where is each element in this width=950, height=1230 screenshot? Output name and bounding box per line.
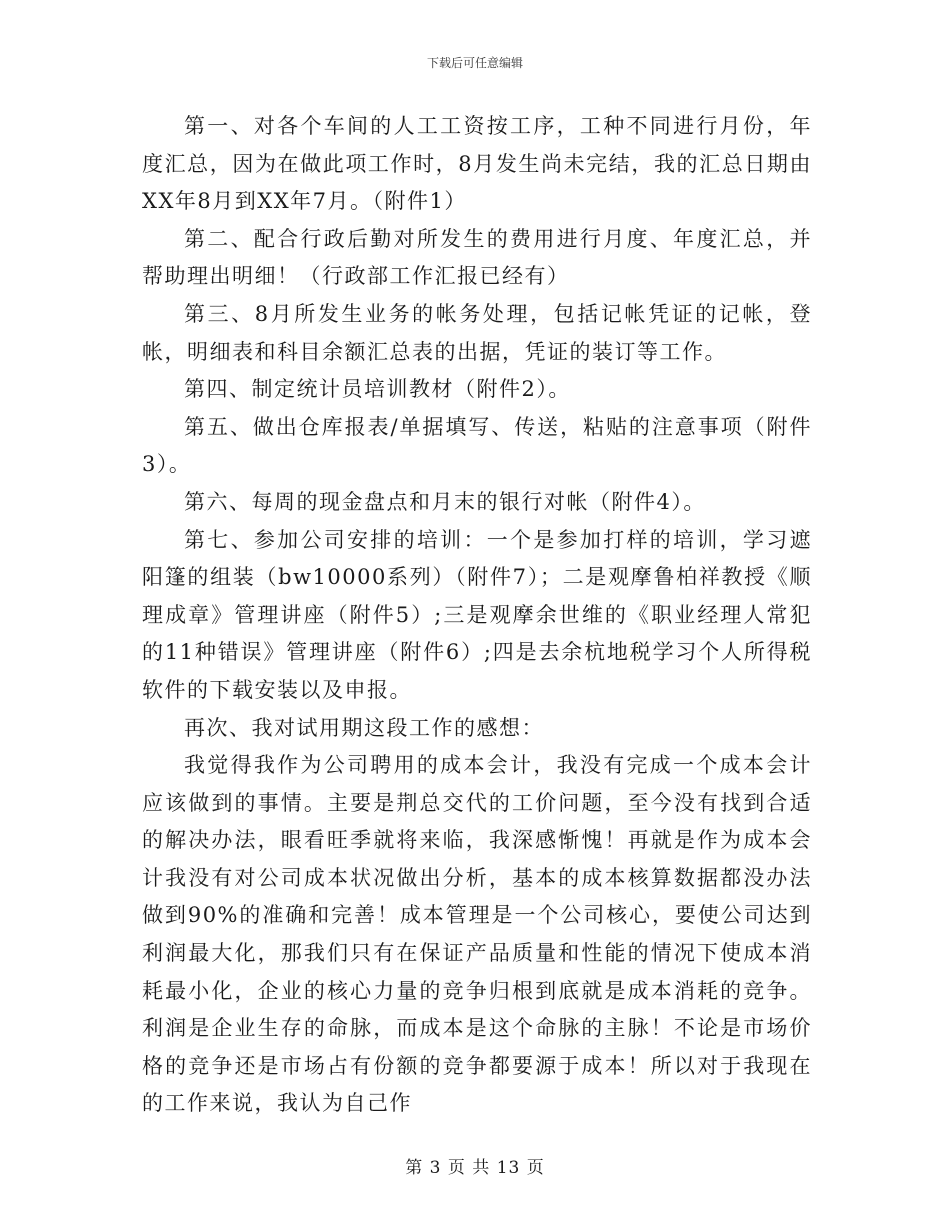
paragraph-7: 第七、参加公司安排的培训：一个是参加打样的培训，学习遮阳篷的组装（bw10000系列）（附件7）；二是观摩鲁柏祥教授《顺理成章》管理讲座（附件5）;三是观摩余世维的《职业经理人常犯的11种错误》管理讲座（附件6）;四是去余杭地税学习个人所得税软件的下载安装以及申报。 [142,527,812,702]
paragraph-4: 第四、制定统计员培训教材（附件2）。 [184,377,571,402]
document-body [142,108,812,1123]
paragraph-6: 第六、每周的现金盘点和月末的银行对帐（附件4）。 [184,489,706,514]
paragraph-8: 再次、我对试用期这段工作的感想： [184,715,544,740]
paragraph-9: 我觉得我作为公司聘用的成本会计，我没有完成一个成本会计应该做到的事情。主要是荆总交代的工价问题，至今没有找到合适的解决办法，眼看旺季就将来临，我深感惭愧！再就是作为成本会计我没有对公司成本状况做出分析，基本的成本核算数据都没办法做到90%的准确和完善！成本管理是一个公司核心，要使公司达到利润最大化，那我们只有在保证产品质量和性能的情况下使成本消耗最小化，企业的核心力量的竞争归根到底就是成本消耗的竞争。利润是企业生存的命脉，而成本是这个命脉的主脉！不论是市场价格的竞争还是市场占有份额的竞争都要源于成本！所以对于我现在的工作来说，我认为自己作 [142,753,812,1116]
paragraph-1: 第一、对各个车间的人工工资按工序，工种不同进行月份，年度汇总，因为在做此项工作时，8月发生尚未完结，我的汇总日期由XX年8月到XX年7月。（附件1） [142,114,812,214]
page-header: 下载后可任意编辑 [426,56,523,70]
paragraph-5: 第五、做出仓库报表/单据填写、传送，粘贴的注意事项（附件3）。 [142,414,812,477]
paragraph-3: 第三、8月所发生业务的帐务处理，包括记帐凭证的记帐，登帐，明细表和科目余额汇总表的出据，凭证的装订等工作。 [142,301,812,364]
page-number-footer: 第 3 页 共 13 页 [405,1158,545,1178]
paragraph-2: 第二、配合行政后勤对所发生的费用进行月度、年度汇总，并帮助理出明细！（行政部工作汇报已经有） [142,226,812,289]
